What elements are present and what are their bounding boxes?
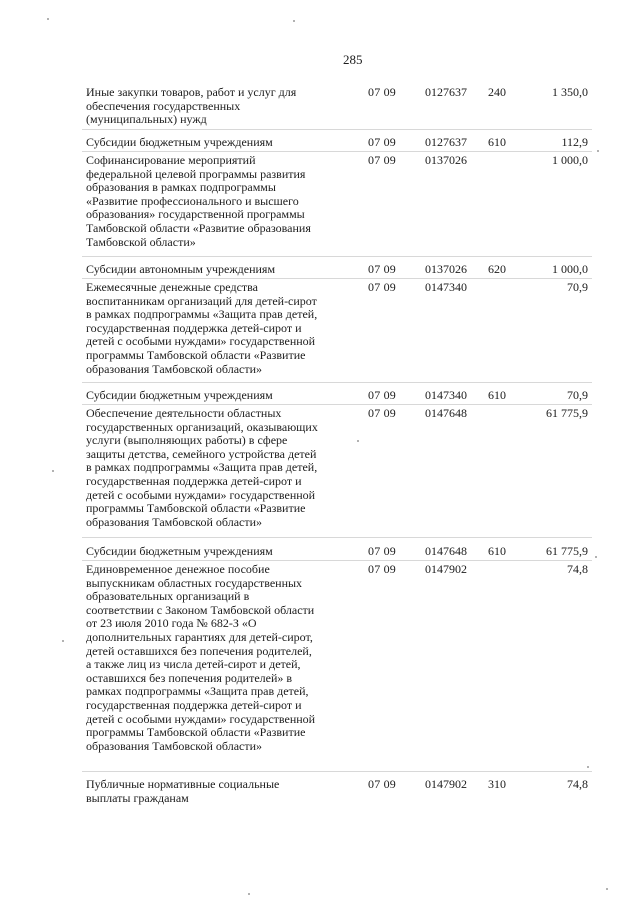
row-section: 07 09 [368, 85, 396, 99]
row-divider [82, 278, 592, 279]
scan-speck [587, 766, 589, 768]
row-divider [82, 537, 592, 538]
row-section: 07 09 [368, 262, 396, 276]
row-target-article: 0147902 [425, 777, 467, 791]
scan-speck [597, 150, 599, 152]
row-name: Субсидии бюджетным учреждениям [86, 544, 273, 558]
row-amount: 70,9 [567, 280, 588, 294]
row-target-article: 0127637 [425, 135, 467, 149]
row-divider [82, 560, 592, 561]
row-target-article: 0137026 [425, 153, 467, 167]
row-name: Софинансирование мероприятий федеральной целевой программы развития образования в рамках подпрограммы «Развитие профессионального и высшего образования» государственной программы Тамбовской области «Развитие образования Тамбовской области» [86, 153, 311, 249]
row-section: 07 09 [368, 280, 396, 294]
row-target-article: 0147340 [425, 280, 467, 294]
row-amount: 112,9 [561, 135, 588, 149]
scan-speck [248, 893, 250, 895]
row-amount: 70,9 [567, 388, 588, 402]
row-amount: 74,8 [567, 562, 588, 576]
row-expense-type: 310 [488, 777, 506, 791]
scan-speck [293, 20, 295, 22]
scan-speck [62, 640, 64, 642]
row-target-article: 0127637 [425, 85, 467, 99]
row-divider [82, 129, 592, 130]
row-target-article: 0137026 [425, 262, 467, 276]
scan-speck [606, 888, 608, 890]
row-name: Субсидии автономным учреждениям [86, 262, 276, 276]
row-name: Иные закупки товаров, работ и услуг для обеспечения государственных (муниципальных) нужд [86, 85, 297, 127]
row-divider [82, 256, 592, 257]
row-name: Субсидии бюджетным учреждениям [86, 388, 273, 402]
row-divider [82, 404, 592, 405]
row-section: 07 09 [368, 544, 396, 558]
row-expense-type: 240 [488, 85, 506, 99]
row-section: 07 09 [368, 388, 396, 402]
row-expense-type: 610 [488, 544, 506, 558]
row-section: 07 09 [368, 406, 396, 420]
row-expense-type: 610 [488, 135, 506, 149]
row-name: Ежемесячные денежные средства воспитанникам организаций для детей-сирот в рамках подпрограммы «Защита прав детей, государственная поддержка детей-сирот и детей с особыми нуждами» государственной программы Тамбовской области «Развитие образования Тамбовской области» [86, 280, 318, 376]
row-divider [82, 382, 592, 383]
row-amount: 61 775,9 [546, 406, 588, 420]
row-name: Публичные нормативные социальные выплаты гражданам [86, 777, 280, 805]
page-number: 285 [343, 52, 363, 67]
row-divider [82, 771, 592, 772]
row-target-article: 0147902 [425, 562, 467, 576]
row-amount: 61 775,9 [546, 544, 588, 558]
scan-speck [595, 556, 597, 558]
row-expense-type: 620 [488, 262, 506, 276]
row-amount: 1 350,0 [552, 85, 588, 99]
scan-speck [357, 440, 359, 442]
row-name: Единовременное денежное пособие выпускникам областных государственных образовательных организаций в соответствии с Законом Тамбовской области от 23 июля 2010 года № 682-З «О дополнительных гарантиях для детей-сирот, детей оставшихся без попечения родителей, а также лиц из числа детей-сирот и детей, оставшихся без попечения родителей» в рамках подпрограммы «Защита прав детей, государственная поддержка детей-сирот и детей с особыми нуждами» государственной программы Тамбовской области «Развитие образования Тамбовской области» [86, 562, 316, 753]
row-target-article: 0147648 [425, 544, 467, 558]
row-amount: 1 000,0 [552, 153, 588, 167]
scan-speck [47, 18, 49, 20]
row-divider [82, 151, 592, 152]
scan-speck [52, 470, 54, 472]
row-name: Обеспечение деятельности областных государственных организаций, оказывающих услуги (выполняющих работы) в сфере защиты детства, семейного устройства детей в рамках подпрограммы «Защита прав детей, государственная поддержка детей-сирот и детей с особыми нуждами» государственной программы Тамбовской области «Развитие образования Тамбовской области» [86, 406, 318, 529]
row-section: 07 09 [368, 777, 396, 791]
row-expense-type: 610 [488, 388, 506, 402]
row-name: Субсидии бюджетным учреждениям [86, 135, 273, 149]
row-target-article: 0147648 [425, 406, 467, 420]
row-section: 07 09 [368, 562, 396, 576]
row-amount: 1 000,0 [552, 262, 588, 276]
row-target-article: 0147340 [425, 388, 467, 402]
row-section: 07 09 [368, 135, 396, 149]
row-section: 07 09 [368, 153, 396, 167]
row-amount: 74,8 [567, 777, 588, 791]
